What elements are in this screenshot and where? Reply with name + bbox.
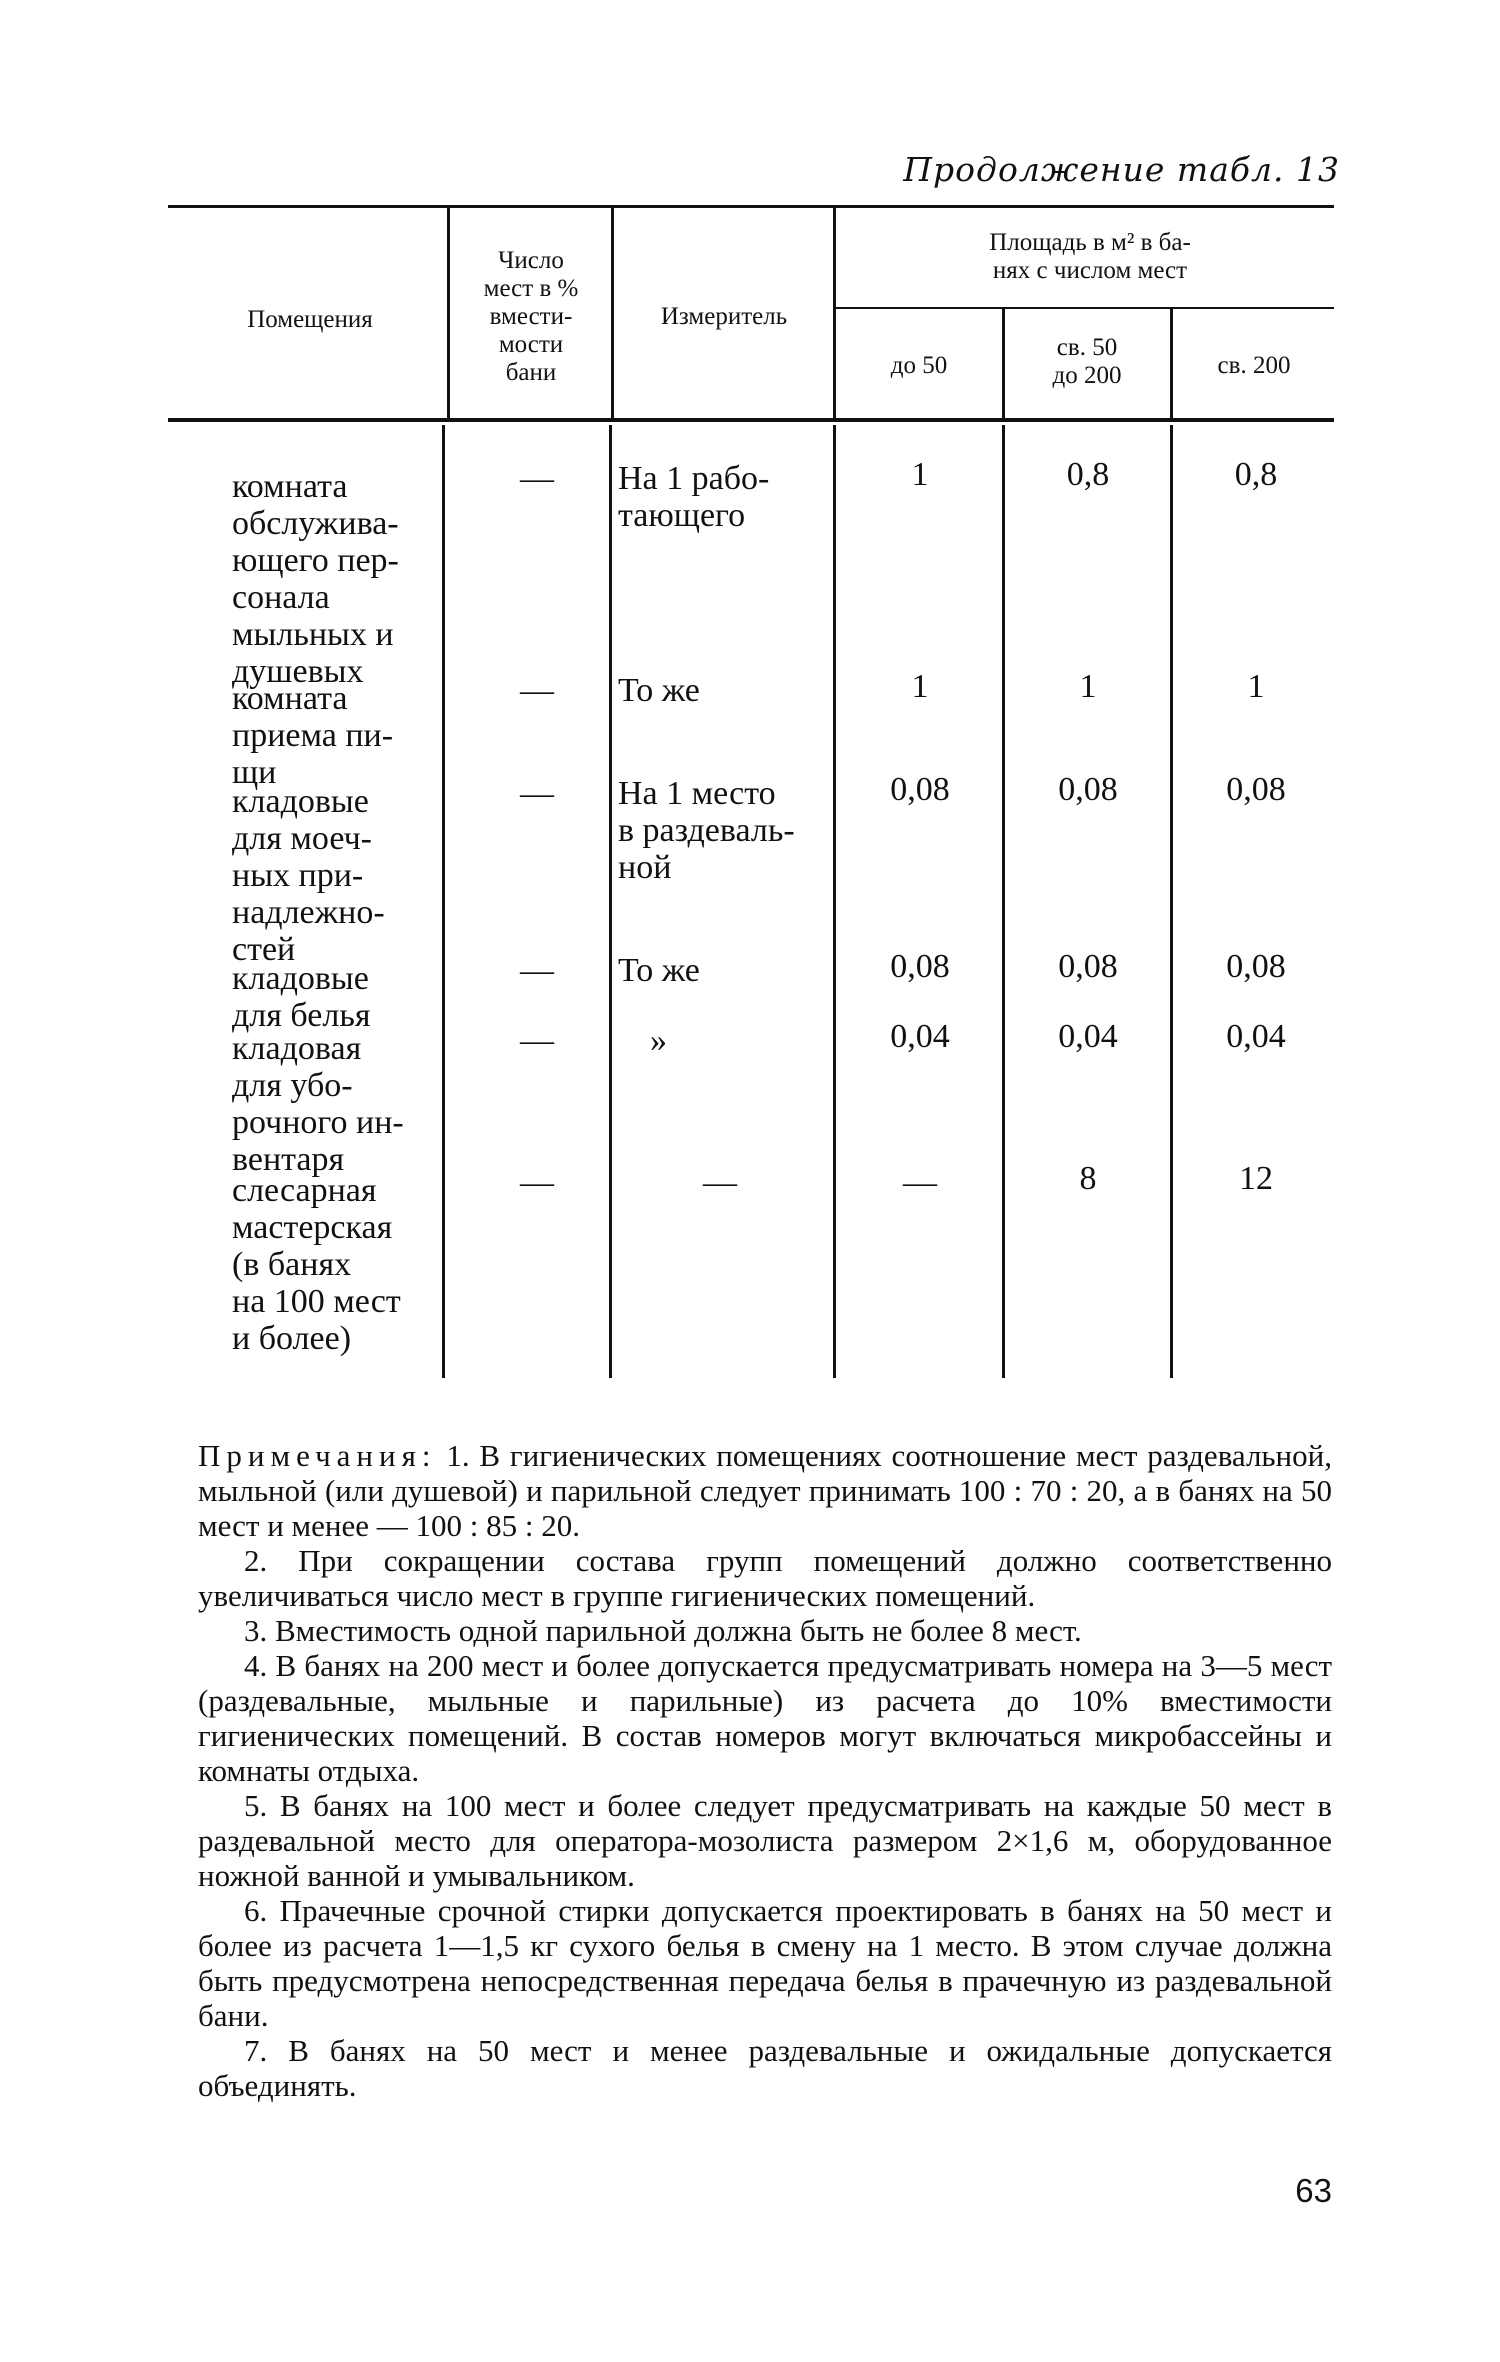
row-room-name: кладовые для белья (232, 960, 371, 1034)
row-room-name: слесарная мастерская (в банях на 100 мест и более) (232, 1172, 401, 1357)
row-value-up-to-50: 0,04 (890, 1018, 950, 1055)
row-value-up-to-50: 1 (911, 456, 929, 493)
row-room-name: кладовые для моеч- ных при- надлежно- стей (232, 783, 385, 968)
header-divider-3 (833, 208, 836, 418)
row-room-name: комната приема пи- щи (232, 680, 394, 791)
header-divider-2 (611, 208, 614, 418)
row-unit: — (703, 1164, 737, 1201)
body-divider-3 (833, 425, 836, 1378)
note-4: 4. В банях на 200 мест и более допускается предусматривать номера на 3—5 мест (раздевальные, мыльные и парильные) из расчета до 10% вместимости гигиенических помещений. В состав номеров могут включаться микробассейны и комнаты отдыха. (198, 1648, 1332, 1788)
row-room-name: кладовая для убо- рочного ин- вентаря (232, 1030, 404, 1178)
row-value-up-to-50: 1 (911, 668, 929, 705)
row-capacity: — (520, 1022, 554, 1059)
row-unit: На 1 рабо- тающего (618, 460, 770, 534)
header-area-group: Площадь в м² в ба- нях с числом мест (989, 229, 1191, 284)
table-top-rule (168, 205, 1334, 208)
page-number: 63 (1295, 2172, 1332, 2209)
row-value-50-200: 1 (1079, 668, 1097, 705)
body-divider-4 (1002, 425, 1005, 1378)
row-value-up-to-50: 0,08 (890, 771, 950, 808)
table-header-bottom-rule (168, 418, 1334, 422)
header-col-over-200: св. 200 (1217, 352, 1291, 379)
area-group-rule (836, 307, 1334, 309)
row-value-over-200: 1 (1247, 668, 1265, 705)
row-capacity: — (520, 460, 554, 497)
row-value-over-200: 0,8 (1234, 456, 1278, 493)
header-col-50-200: св. 50 до 200 (1052, 334, 1122, 389)
body-divider-5 (1170, 425, 1173, 1378)
row-value-over-200: 0,04 (1226, 1018, 1286, 1055)
notes-section (198, 1438, 1332, 2103)
header-capacity: Число мест в % вмести- мости бани (483, 247, 579, 386)
note-2: 2. При сокращении состава групп помещений должно соответственно увеличиваться число мест в группе гигиенических помещений. (198, 1543, 1332, 1613)
table-caption: Продолжение табл. 13 (903, 150, 1340, 189)
row-value-over-200: 0,08 (1226, 771, 1286, 808)
row-room-name: комната обслужива- ющего пер- сонала мыльных и душевых (232, 468, 399, 690)
row-capacity: — (520, 775, 554, 812)
row-capacity: — (520, 672, 554, 709)
note-7: 7. В банях на 50 мест и менее раздевальные и ожидальные допускается объединять. (198, 2033, 1332, 2103)
body-divider-2 (609, 425, 612, 1378)
row-unit: То же (618, 952, 700, 989)
row-value-up-to-50: — (903, 1164, 937, 1201)
row-value-over-200: 0,08 (1226, 948, 1286, 985)
row-value-up-to-50: 0,08 (890, 948, 950, 985)
body-divider-1 (442, 425, 445, 1378)
row-unit: То же (618, 672, 700, 709)
row-capacity: — (520, 1164, 554, 1201)
header-divider-1 (447, 208, 450, 418)
row-unit: » (650, 1022, 667, 1059)
note-3: 3. Вместимость одной парильной должна быть не более 8 мест. (244, 1613, 1082, 1648)
row-capacity: — (520, 952, 554, 989)
row-unit: На 1 место в раздеваль- ной (618, 775, 795, 886)
row-value-50-200: 0,8 (1066, 456, 1110, 493)
row-value-over-200: 12 (1239, 1160, 1273, 1197)
note-5: 5. В банях на 100 мест и более следует предусматривать на каждые 50 мест в раздевальной место для оператора-мозолиста размером 2×1,6 м, оборудованное ножной ванной и умывальником. (198, 1788, 1332, 1893)
header-divider-5 (1170, 309, 1173, 418)
header-col-up-to-50: до 50 (890, 352, 948, 379)
row-value-50-200: 8 (1079, 1160, 1097, 1197)
header-rooms: Помещения (247, 306, 373, 333)
row-value-50-200: 0,04 (1058, 1018, 1118, 1055)
notes-label: Примечания: (198, 1438, 437, 1473)
row-value-50-200: 0,08 (1058, 771, 1118, 808)
header-divider-4 (1002, 309, 1005, 418)
note-6: 6. Прачечные срочной стирки допускается проектировать в банях на 50 мест и более из расчета 1—1,5 кг сухого белья в смену на 1 место. В этом случае должна быть предусмотрена непосредственная передача белья в прачечную из раздевальной бани. (198, 1893, 1332, 2033)
note-1: Примечания: 1. В гигиенических помещениях соотношение мест раздевальной, мыльной (или душевой) и парильной следует принимать 100 : 70 : 20, а в банях на 50 мест и менее — 100 : 85 : 20. (198, 1438, 1332, 1543)
header-unit: Измеритель (660, 303, 788, 330)
row-value-50-200: 0,08 (1058, 948, 1118, 985)
